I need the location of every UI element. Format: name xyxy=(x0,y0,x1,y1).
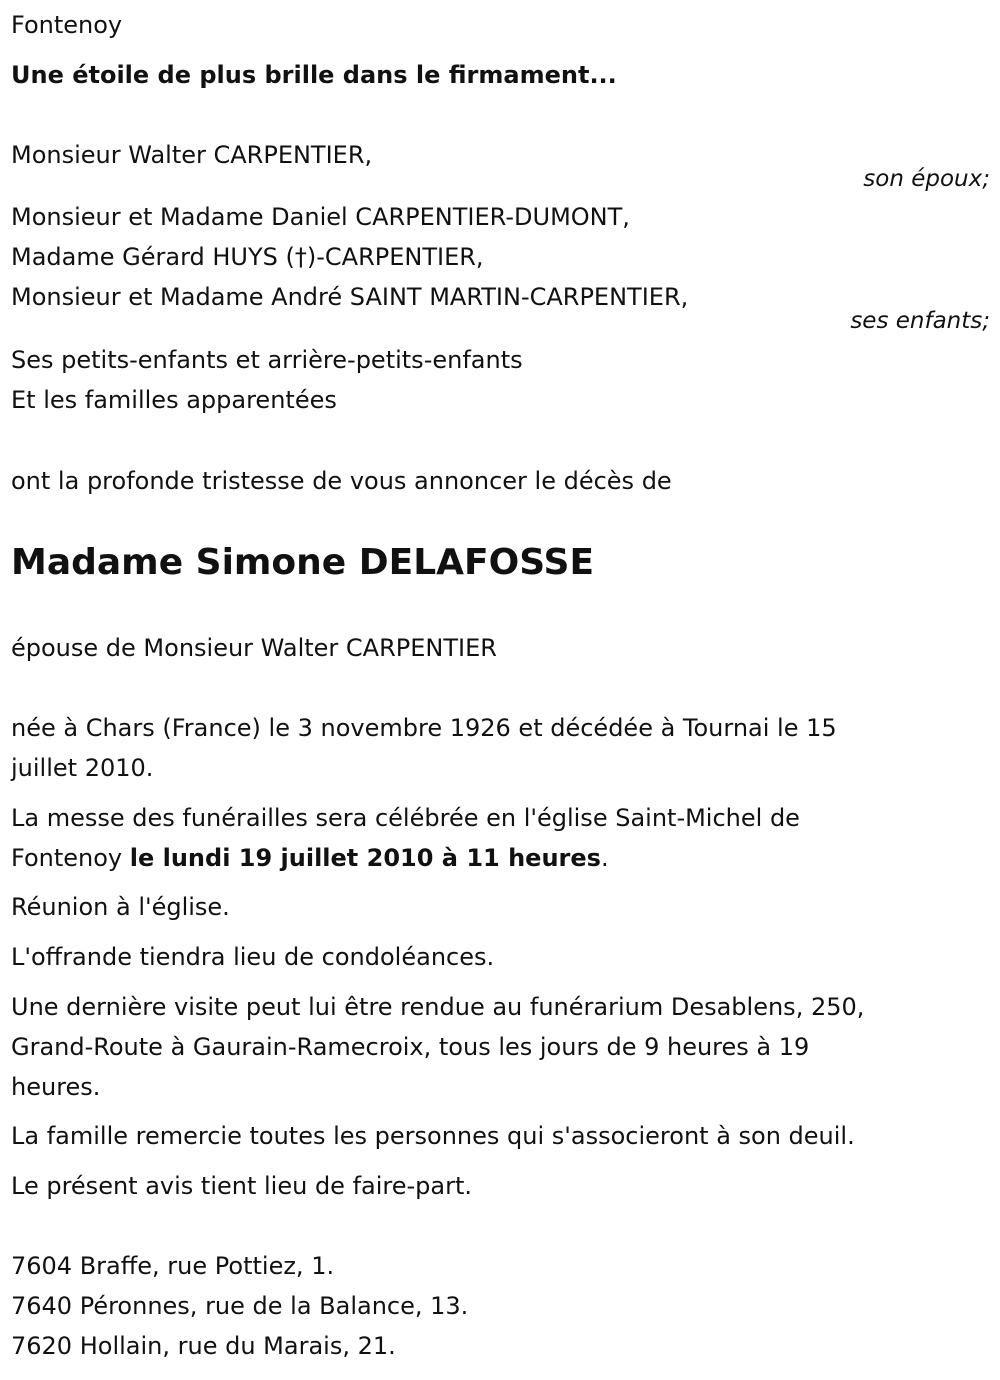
funeral-period: . xyxy=(600,844,609,872)
funeral-datetime: le lundi 19 juillet 2010 à 11 heures xyxy=(129,844,601,872)
relatives: Et les familles apparentées xyxy=(11,386,337,414)
deceased-name: Madame Simone DELAFOSSE xyxy=(11,542,595,583)
address: 7604 Braffe, rue Pottiez, 1. xyxy=(11,1252,335,1280)
child-entry: Madame Gérard HUYS (†)-CARPENTIER, xyxy=(11,243,484,271)
spouse-role: son époux; xyxy=(863,166,990,192)
offering-info: L'offrande tiendra lieu de condoléances. xyxy=(11,943,495,971)
grandchildren: Ses petits-enfants et arrière-petits-enfants xyxy=(11,346,523,374)
meeting-info: Réunion à l'église. xyxy=(11,893,230,921)
visit-line: Grand-Route à Gaurain-Ramecroix, tous les jours de 9 heures à 19 xyxy=(11,1033,810,1061)
child-entry: Monsieur et Madame André SAINT MARTIN-CARPENTIER, xyxy=(11,283,689,311)
address: 7620 Hollain, rue du Marais, 21. xyxy=(11,1332,396,1360)
thanks: La famille remercie toutes les personnes qui s'associeront à son deuil. xyxy=(11,1122,855,1150)
funeral-place: Fontenoy xyxy=(11,844,130,872)
location: Fontenoy xyxy=(11,11,123,39)
children-list xyxy=(11,197,990,317)
announcement: ont la profonde tristesse de vous annoncer le décès de xyxy=(11,467,672,495)
visit-line: Une dernière visite peut lui être rendue au funérarium Desablens, 250, xyxy=(11,993,865,1021)
visit-line: heures. xyxy=(11,1073,101,1101)
funeral-line xyxy=(11,838,990,878)
address: 7640 Péronnes, rue de la Balance, 13. xyxy=(11,1292,469,1320)
funeral-info xyxy=(11,798,990,878)
birth-death-dates xyxy=(11,708,990,788)
address-list xyxy=(11,1246,990,1366)
children-role: ses enfants; xyxy=(850,308,990,334)
visit-info xyxy=(11,987,990,1107)
epigraph: Une étoile de plus brille dans le firmament... xyxy=(11,61,617,89)
birth-death-line: juillet 2010. xyxy=(11,754,154,782)
funeral-line: La messe des funérailles sera célébrée en l'église Saint-Michel de xyxy=(11,804,800,832)
notice: Le présent avis tient lieu de faire-part. xyxy=(11,1172,473,1200)
spouse-name: Monsieur Walter CARPENTIER, xyxy=(11,141,373,169)
spouse-of: épouse de Monsieur Walter CARPENTIER xyxy=(11,634,497,662)
child-entry: Monsieur et Madame Daniel CARPENTIER-DUMONT, xyxy=(11,203,630,231)
birth-death-line: née à Chars (France) le 3 novembre 1926 et décédée à Tournai le 15 xyxy=(11,714,837,742)
